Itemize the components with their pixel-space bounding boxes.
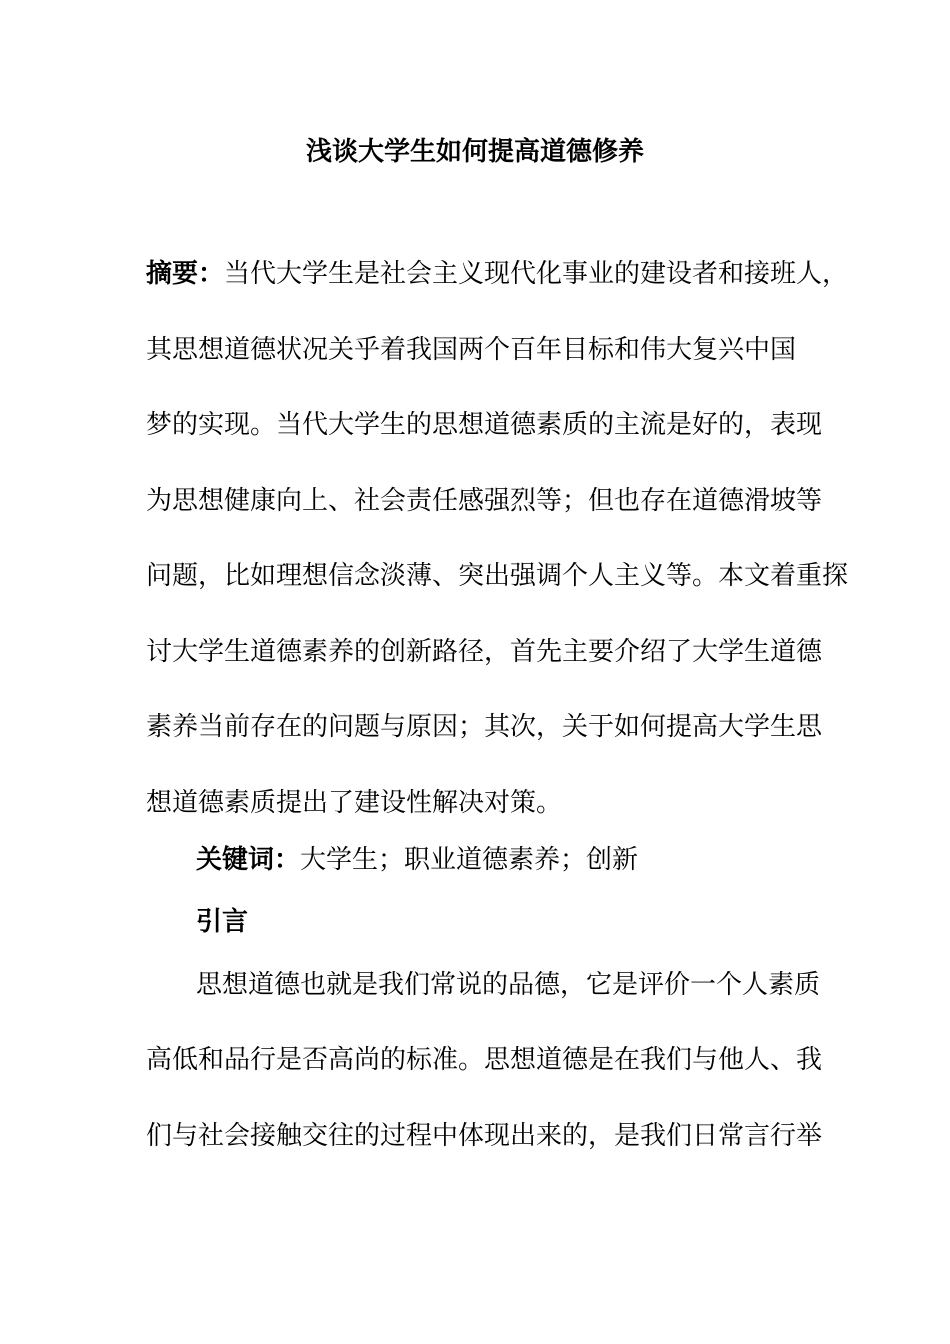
keywords-label: 关键词： bbox=[196, 845, 301, 875]
abstract-line: 讨大学生道德素养的创新路径，首先主要介绍了大学生道德 bbox=[146, 637, 823, 667]
introduction-line: 们与社会接触交往的过程中体现出来的，是我们日常言行举 bbox=[146, 1121, 823, 1151]
introduction-line: 思想道德也就是我们常说的品德，它是评价一个人素质 bbox=[196, 970, 821, 1000]
introduction-heading: 引言 bbox=[196, 907, 249, 937]
document-title: 浅谈大学生如何提高道德修养 bbox=[305, 137, 644, 167]
abstract-line bbox=[146, 256, 848, 292]
abstract-line: 想道德素质提出了建设性解决对策。 bbox=[146, 788, 563, 818]
abstract-line: 问题，比如理想信念淡薄、突出强调个人主义等。本文着重探 bbox=[146, 561, 849, 591]
keywords-text: 大学生；职业道德素养；创新 bbox=[300, 845, 639, 875]
abstract-line: 梦的实现。当代大学生的思想道德素质的主流是好的，表现 bbox=[146, 410, 823, 440]
abstract-label: 摘要： bbox=[146, 259, 225, 289]
abstract-text: 当代大学生是社会主义现代化事业的建设者和接班人， bbox=[224, 259, 849, 289]
keywords-line bbox=[196, 842, 638, 878]
abstract-line: 素养当前存在的问题与原因；其次，关于如何提高大学生思 bbox=[146, 712, 823, 742]
abstract-line: 其思想道德状况关乎着我国两个百年目标和伟大复兴中国 bbox=[146, 335, 797, 365]
introduction-line: 高低和品行是否高尚的标准。思想道德是在我们与他人、我 bbox=[146, 1045, 823, 1075]
abstract-line: 为思想健康向上、社会责任感强烈等；但也存在道德滑坡等 bbox=[146, 486, 823, 516]
